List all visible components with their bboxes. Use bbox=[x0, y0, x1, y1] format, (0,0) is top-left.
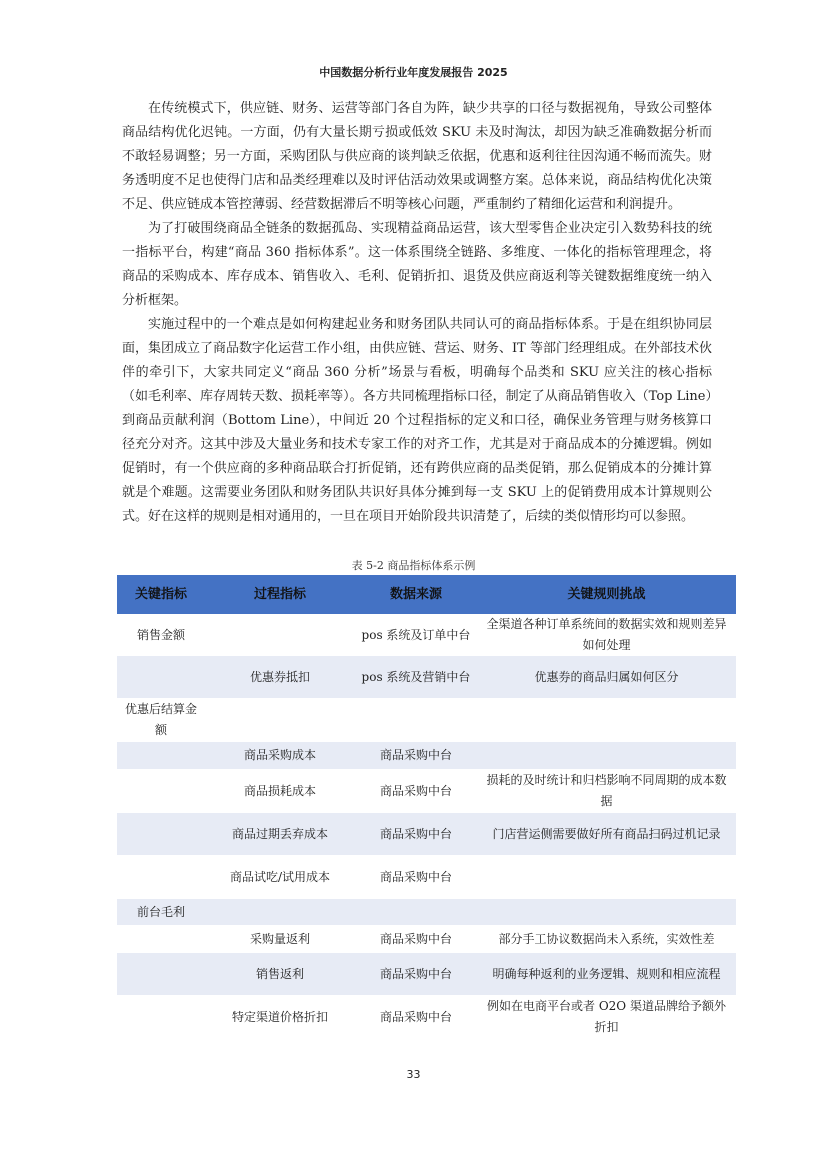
table-row bbox=[117, 614, 736, 656]
table-cell: 商品损耗成本 bbox=[243, 783, 316, 798]
table-cell: 部分手工协议数据尚未入系统，实效性差 bbox=[498, 931, 715, 946]
table-cell: 优惠后结算金额 bbox=[124, 702, 197, 737]
table-cell: 商品采购中台 bbox=[379, 931, 452, 946]
table-cell: 例如在电商平台或者 O2O 渠道品牌给予额外折扣 bbox=[487, 999, 726, 1034]
table-cell: pos 系统及营销中台 bbox=[361, 669, 471, 684]
table-cell: 商品采购中台 bbox=[379, 966, 452, 981]
table-row bbox=[117, 742, 736, 769]
table-cell: 商品过期丢弃成本 bbox=[231, 826, 328, 841]
table-cell: 商品采购中台 bbox=[379, 869, 452, 884]
paragraph: 在传统模式下，供应链、财务、运营等部门各自为阵，缺少共享的口径与数据视角，导致公司整体商品结构优化迟钝。一方面，仍有大量长期亏损或低效 SKU 未及时淘汰，却因为缺乏准确数据分析而不敢轻易调整；另一方面，采购团队与供应商的谈判缺乏依据，优惠和返利往往因沟通不畅而流失。财务透明度不足也使得门店和品类经理难以及时评估活动效果或调整方案。总体来说，商品结构优化决策不足、供应链成本管控薄弱、经营数据滞后不明等核心问题，严重制约了精细化运营和利润提升。 bbox=[122, 101, 712, 212]
paragraph: 实施过程中的一个难点是如何构建起业务和财务团队共同认可的商品指标体系。于是在组织协同层面，集团成立了商品数字化运营工作小组，由供应链、营运、财务、IT 等部门经理组成。在外部技术伙伴的牵引下，大家共同定义“商品 360 分析”场景与看板，明确每个品类和 SKU 应关注的核心指标（如毛利率、库存周转天数、损耗率等）。各方共同梳理指标口径，制定了从商品销售收入（Top Line）到商品贡献利润（Bottom Line），中间近 20 个过程指标的定义和口径，确保业务管理与财务核算口径充分对齐。这其中涉及大量业务和技术专家工作的对齐工作，尤其是对于商品成本的分摊逻辑。例如促销时，有一个供应商的多种商品联合打折促销，还有跨供应商的品类促销，那么促销成本的分摊计算就是个难题。这需要业务团队和财务团队共识好具体分摊到每一支 SKU 上的促销费用成本计算规则公式。好在这样的规则是相对通用的，一旦在项目开始阶段共识清楚了，后续的类似情形均可以参照。 bbox=[122, 317, 712, 524]
paragraph: 为了打破围绕商品全链条的数据孤岛、实现精益商品运营，该大型零售企业决定引入数势科技的统一指标平台，构建“商品 360 指标体系”。这一体系围绕全链路、多维度、一体化的指标管理理念，将商品的采购成本、库存成本、销售收入、毛利、促销折扣、退货及供应商返利等关键数据维度统一纳入分析框架。 bbox=[122, 221, 712, 308]
indicator-table bbox=[117, 575, 736, 1039]
table-cell: 全渠道各种订单系统间的数据实效和规则差异如何处理 bbox=[486, 617, 727, 652]
table-cell: 采购量返利 bbox=[249, 931, 310, 946]
header-cell: 过程指标 bbox=[253, 587, 306, 602]
table-cell: pos 系统及订单中台 bbox=[361, 627, 471, 642]
table-row bbox=[117, 769, 736, 813]
body-text bbox=[122, 97, 712, 529]
table-cell: 前台毛利 bbox=[136, 904, 185, 919]
header-cell: 数据来源 bbox=[389, 587, 442, 602]
table-row bbox=[117, 698, 736, 742]
table-cell: 商品采购中台 bbox=[379, 826, 452, 841]
header-cell: 关键规则挑战 bbox=[567, 587, 646, 602]
table-cell: 优惠券抵扣 bbox=[249, 669, 310, 684]
table-cell: 特定渠道价格折扣 bbox=[231, 1009, 328, 1024]
table-cell: 商品采购中台 bbox=[379, 1009, 452, 1024]
table-row bbox=[117, 813, 736, 855]
page-number: 33 bbox=[406, 1068, 421, 1081]
table-cell: 销售金额 bbox=[136, 627, 185, 642]
table-row bbox=[117, 925, 736, 953]
table-row bbox=[117, 855, 736, 899]
table-row bbox=[117, 656, 736, 698]
table-header-row bbox=[117, 575, 736, 614]
table-row bbox=[117, 953, 736, 995]
table-row bbox=[117, 899, 736, 925]
table-caption: 表 5-2 商品指标体系示例 bbox=[351, 559, 476, 572]
header-cell: 关键指标 bbox=[134, 587, 187, 602]
table-cell: 损耗的及时统计和归档影响不同周期的成本数据 bbox=[486, 773, 727, 808]
table-cell: 门店营运侧需要做好所有商品扫码过机记录 bbox=[492, 826, 721, 841]
table-row bbox=[117, 995, 736, 1039]
table-cell: 销售返利 bbox=[255, 966, 304, 981]
table-cell: 优惠券的商品归属如何区分 bbox=[534, 669, 679, 684]
table-cell: 商品采购成本 bbox=[243, 748, 316, 762]
page-header: 中国数据分析行业年度发展报告 2025 bbox=[319, 66, 508, 79]
table-cell: 商品采购中台 bbox=[379, 783, 452, 798]
table-cell: 商品试吃/试用成本 bbox=[229, 869, 331, 884]
table-cell: 明确每种返利的业务逻辑、规则和相应流程 bbox=[492, 966, 721, 981]
table-cell: 商品采购中台 bbox=[379, 748, 452, 762]
